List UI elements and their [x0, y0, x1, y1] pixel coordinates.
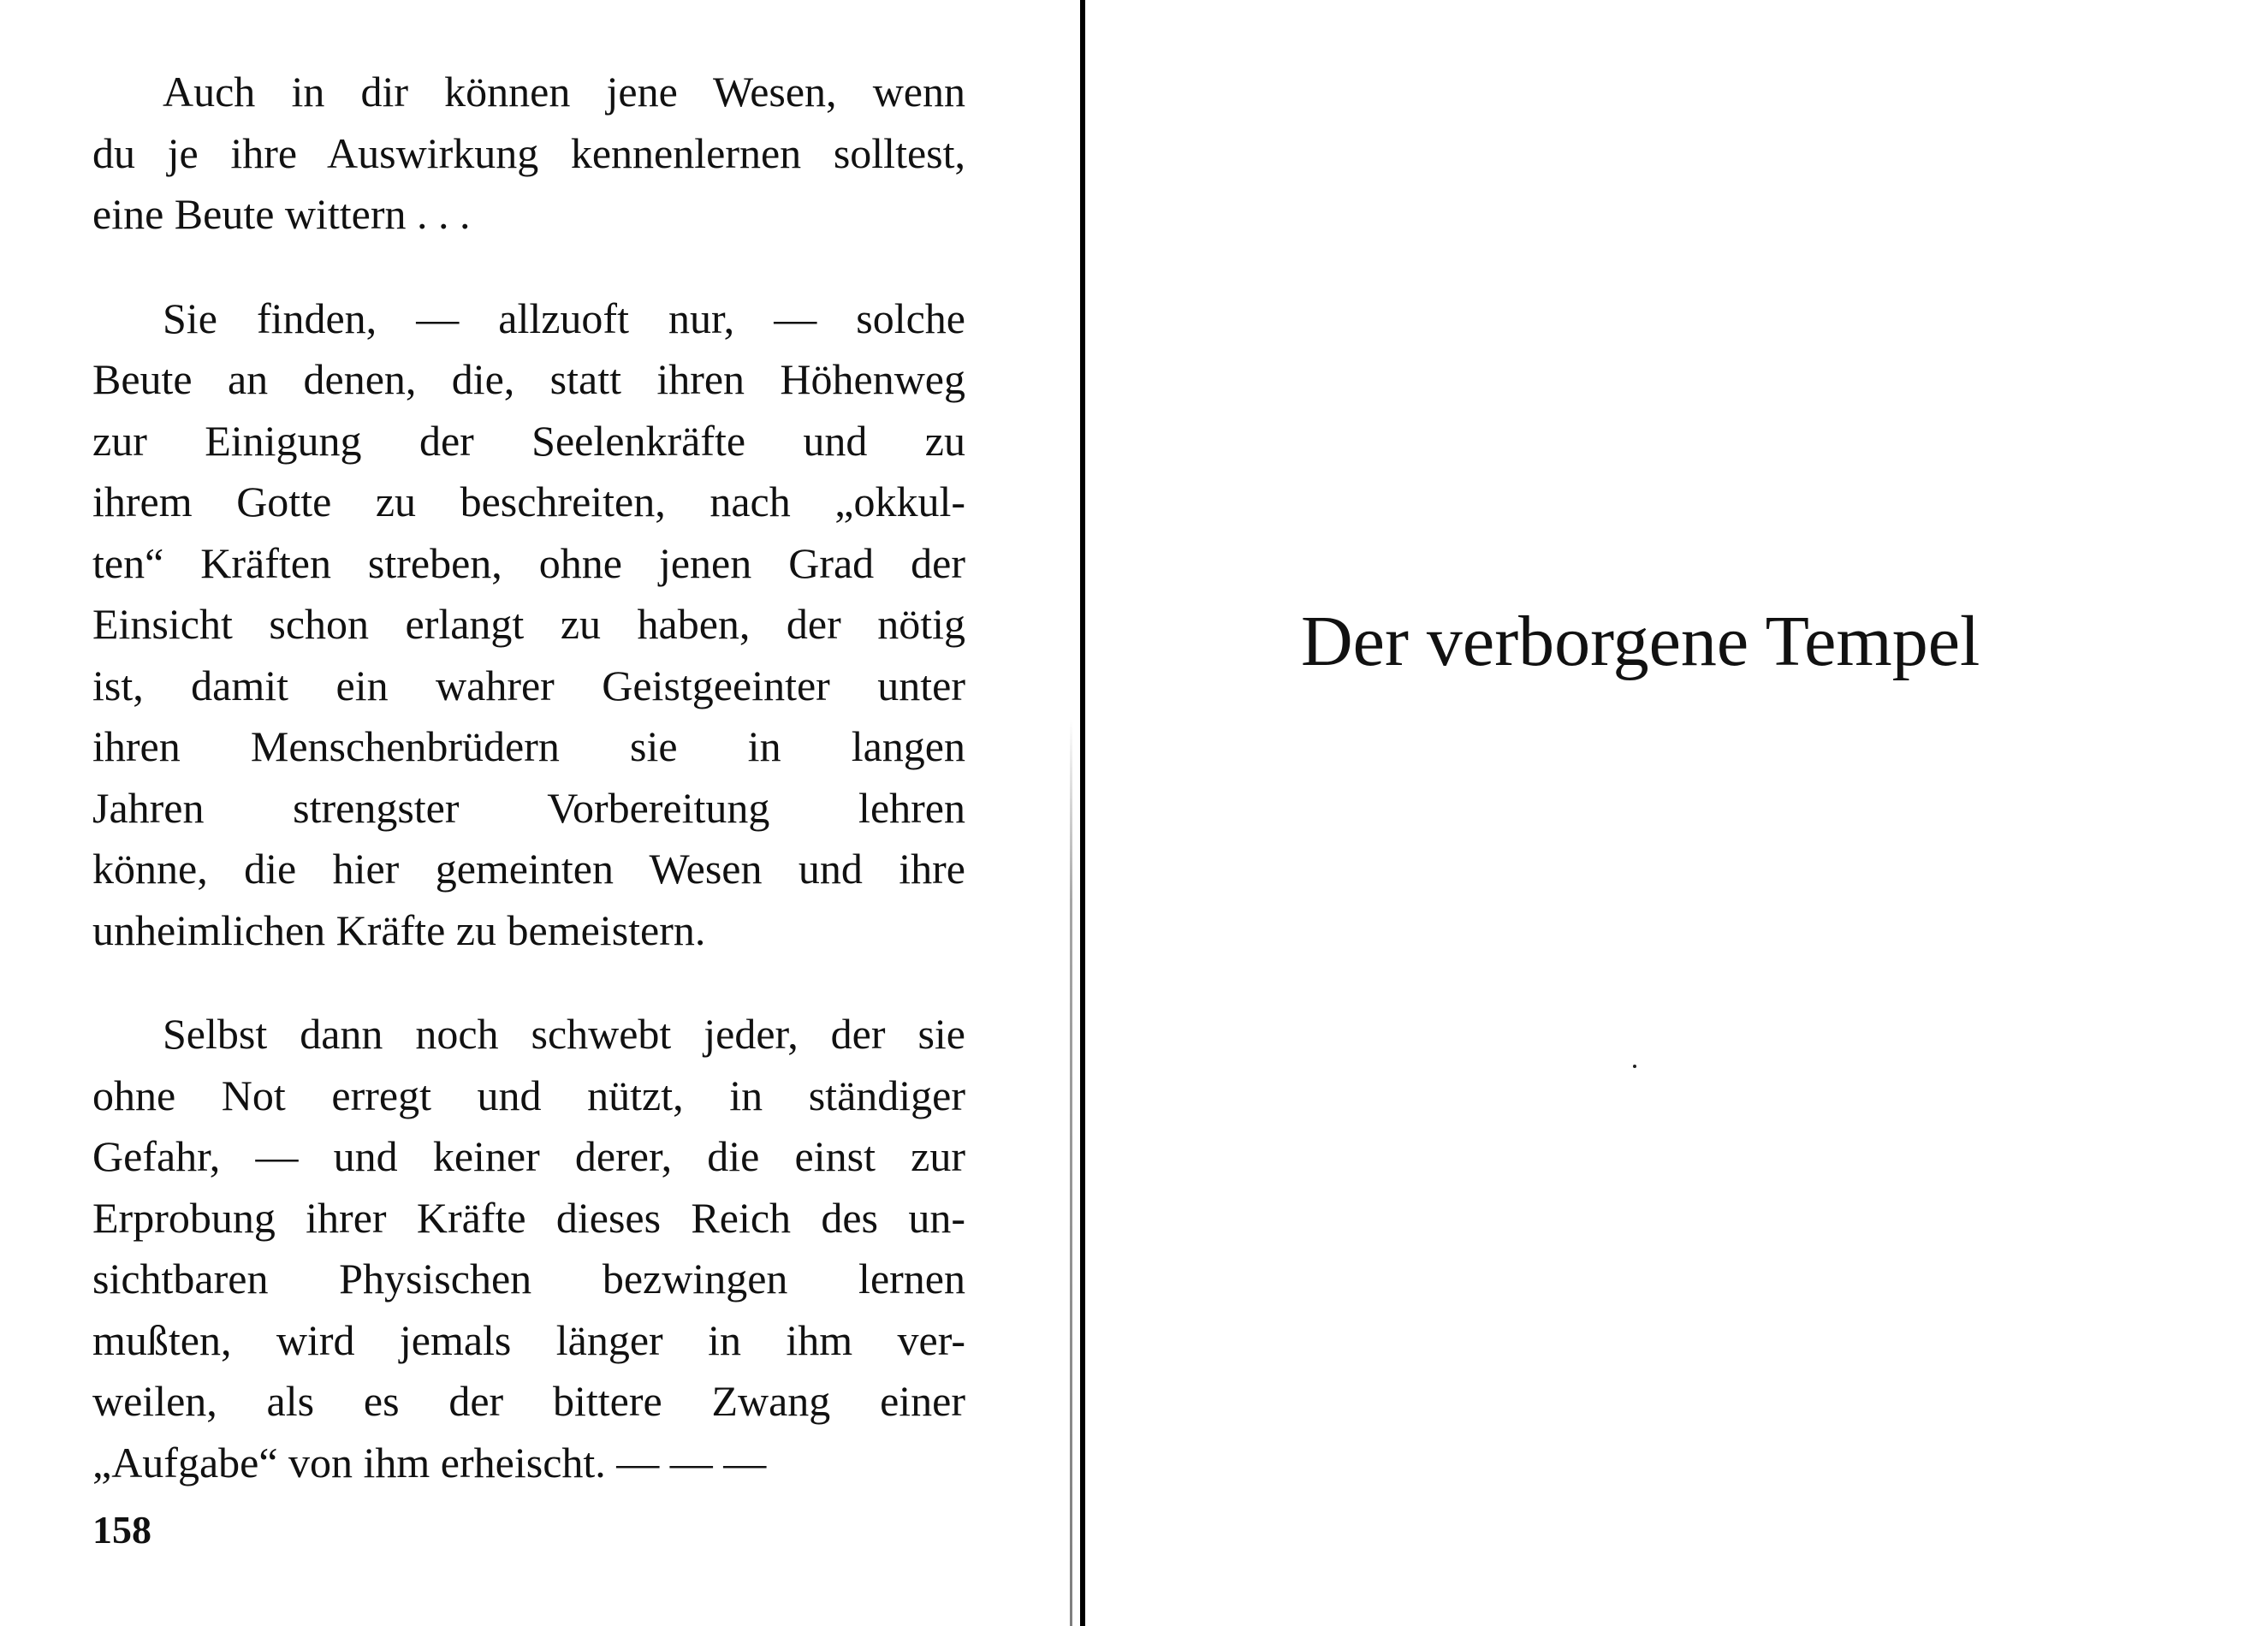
- text-line: Beute an denen, die, statt ihren Höhenweg: [92, 355, 965, 403]
- text-line: ohne Not erregt und nützt, in ständiger: [92, 1071, 965, 1119]
- paragraph: [92, 1004, 965, 1493]
- text-line: Einsicht schon erlangt zu haben, der nötig: [92, 600, 965, 648]
- text-line: ihren Menschenbrüdern sie in langen: [92, 722, 965, 770]
- text-line: sichtbaren Physischen bezwingen lernen: [92, 1255, 965, 1303]
- paragraph: [92, 62, 965, 246]
- text-line: ist, damit ein wahrer Geistgeeinter unter: [92, 661, 965, 709]
- text-line: Selbst dann noch schwebt jeder, der sie: [163, 1010, 965, 1058]
- text-line: „Aufgabe“ von ihm erheischt. — — —: [92, 1438, 767, 1487]
- text-line: Erprobung ihrer Kräfte dieses Reich des un-: [92, 1193, 965, 1242]
- text-line: Auch in dir können jene Wesen, wenn: [163, 68, 965, 116]
- right-page: [1087, 0, 2268, 1626]
- body-text: [92, 62, 965, 1536]
- text-line: weilen, als es der bittere Zwang einer: [92, 1377, 965, 1425]
- book-spine: [1080, 0, 1085, 1626]
- text-line: mußten, wird jemals länger in ihm ver-: [92, 1315, 965, 1364]
- text-line: zur Einigung der Seelenkräfte und zu: [92, 416, 965, 465]
- text-line: Jahren strengster Vorbereitung lehren: [92, 783, 965, 832]
- page-number: 158: [92, 1508, 151, 1552]
- text-line: könne, die hier gemeinten Wesen und ihre: [92, 845, 965, 893]
- spine-shadow: [1070, 719, 1072, 1626]
- paragraph: [92, 288, 965, 962]
- chapter-title: Der verborgene Tempel: [1301, 602, 1980, 681]
- text-line: Gefahr, — und keiner derer, die einst zur: [92, 1132, 965, 1180]
- text-line: ihrem Gotte zu beschreiten, nach „okkul-: [92, 478, 965, 525]
- text-line: du je ihre Auswirkung kennenlernen solltest,: [92, 128, 965, 177]
- text-line: eine Beute wittern . . .: [92, 190, 471, 238]
- text-line: ten“ Kräften streben, ohne jenen Grad der: [92, 538, 965, 587]
- left-page: [0, 0, 1077, 1626]
- text-line: Sie finden, — allzuoft nur, — solche: [163, 294, 965, 342]
- text-line: unheimlichen Kräfte zu bemeistern.: [92, 905, 706, 954]
- ink-speck: [1633, 1065, 1636, 1068]
